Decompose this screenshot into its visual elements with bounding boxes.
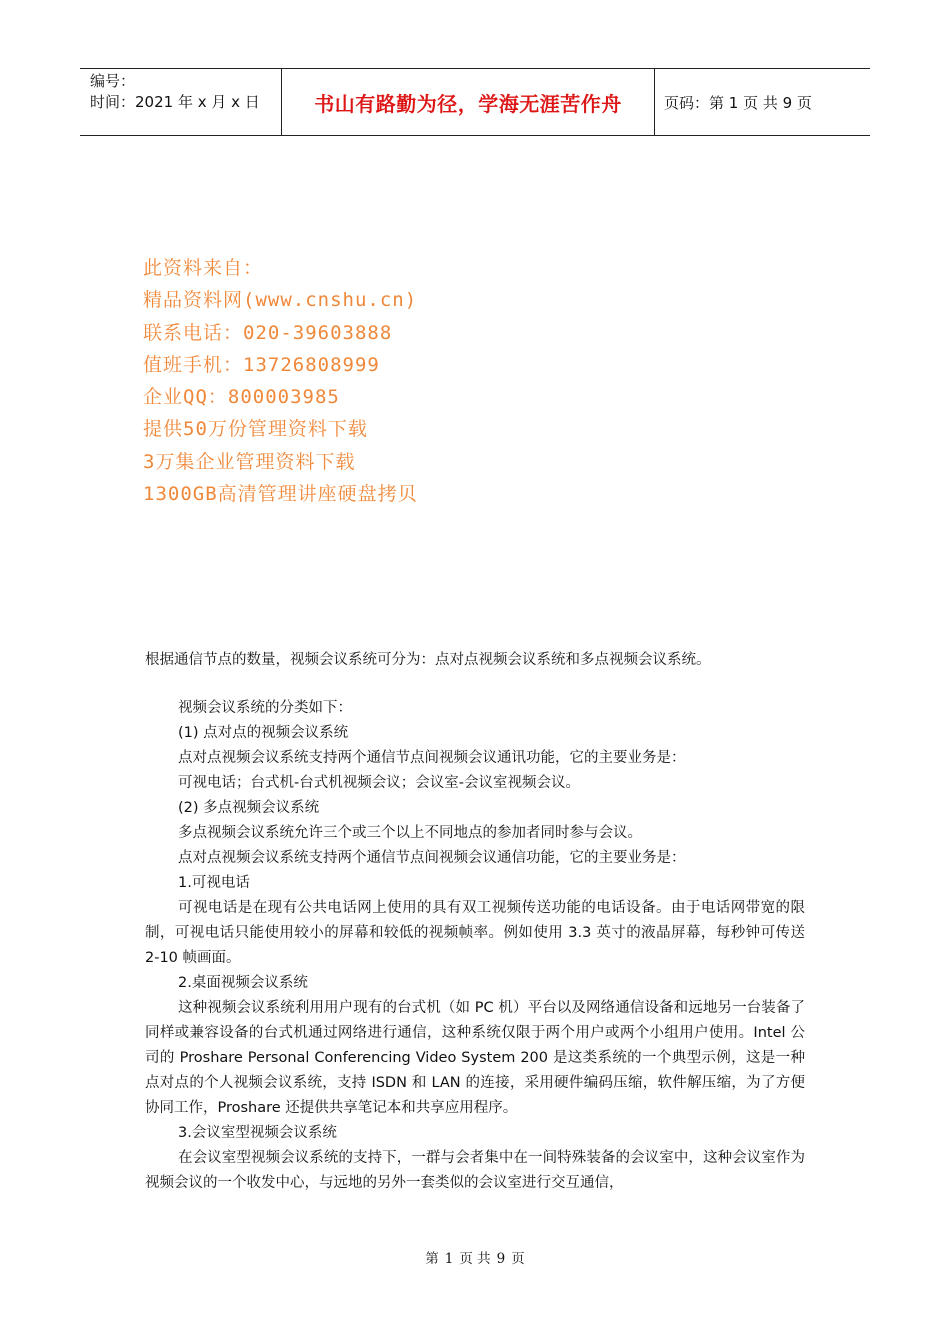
promo-line-website: 精品资料网(www.cnshu.cn) bbox=[143, 289, 418, 312]
header-motto: 书山有路勤为径，学海无涯苦作舟 bbox=[314, 91, 622, 116]
promo-block bbox=[143, 252, 418, 510]
section-heading: 2.桌面视频会议系统 bbox=[178, 975, 308, 991]
paragraph: 点对点视频会议系统支持两个通信节点间视频会议通信功能，它的主要业务是： bbox=[178, 850, 686, 866]
document-number-label: 编号： bbox=[90, 72, 136, 90]
section-heading: 1.可视电话 bbox=[178, 875, 250, 891]
promo-line-qq: 企业QQ：800003985 bbox=[143, 386, 340, 409]
promo-line-offer-2: 3万集企业管理资料下载 bbox=[143, 450, 356, 473]
footer-prefix: 第 bbox=[425, 1251, 439, 1267]
document-time-label: 时间：2021 年 x 月 x 日 bbox=[90, 93, 260, 111]
header-table bbox=[80, 68, 870, 136]
footer-page-total: 9 bbox=[496, 1251, 506, 1267]
document-body bbox=[145, 696, 805, 1196]
paragraph: 这种视频会议系统利用用户现有的台式机（如 PC 机）平台以及网络通信设备和远地另一台装备了同样或兼容设备的台式机通过网络进行通信，这种系统仅限于两个用户或两个小组用户使用。Intel 公司的 Proshare Personal Conferencing Video System 200 是这类系统的一个典型示例，这是一种点对点的个人视频会议系统，支持 ISDN 和 LAN 的连接，采用硬件编码压缩，软件解压缩，为了方便协同工作，Proshare 还提供共享笔记本和共享应用程序。 bbox=[145, 1000, 805, 1116]
paragraph: 点对点视频会议系统支持两个通信节点间视频会议通讯功能，它的主要业务是： bbox=[178, 750, 686, 766]
promo-line-offer-3: 1300GB高清管理讲座硬盘拷贝 bbox=[143, 483, 418, 506]
promo-line-source: 此资料来自： bbox=[143, 257, 264, 279]
header-meta-cell bbox=[80, 69, 282, 135]
footer-mid: 页 共 bbox=[459, 1251, 491, 1267]
header-page-cell bbox=[655, 69, 870, 135]
promo-line-offer-1: 提供50万份管理资料下载 bbox=[143, 418, 368, 441]
paragraph: 在会议室型视频会议系统的支持下，一群与会者集中在一间特殊装备的会议室中，这种会议室作为视频会议的一个收发中心，与远地的另外一套类似的会议室进行交互通信， bbox=[145, 1150, 805, 1191]
page-footer bbox=[0, 1247, 950, 1267]
paragraph: 视频会议系统的分类如下： bbox=[178, 700, 352, 716]
header-page-code: 页码：第 1 页 共 9 页 bbox=[664, 93, 812, 112]
promo-line-mobile: 值班手机：13726808999 bbox=[143, 353, 380, 376]
section-heading: (1) 点对点的视频会议系统 bbox=[178, 725, 349, 741]
section-heading: 3.会议室型视频会议系统 bbox=[178, 1125, 337, 1141]
header-motto-cell bbox=[282, 69, 655, 135]
promo-line-phone: 联系电话：020-39603888 bbox=[143, 321, 393, 344]
footer-page-number: 1 bbox=[444, 1251, 454, 1267]
paragraph: 多点视频会议系统允许三个或三个以上不同地点的参加者同时参与会议。 bbox=[178, 825, 642, 841]
intro-paragraph: 根据通信节点的数量，视频会议系统可分为：点对点视频会议系统和多点视频会议系统。 bbox=[145, 652, 711, 668]
paragraph: 可视电话是在现有公共电话网上使用的具有双工视频传送功能的电话设备。由于电话网带宽的限制，可视电话只能使用较小的屏幕和较低的视频帧率。例如使用 3.3 英寸的液晶屏幕，每秒钟可传送 2-10 帧画面。 bbox=[145, 900, 805, 966]
footer-suffix: 页 bbox=[511, 1251, 525, 1267]
section-heading: (2) 多点视频会议系统 bbox=[178, 800, 320, 816]
paragraph: 可视电话；台式机-台式机视频会议；会议室-会议室视频会议。 bbox=[178, 775, 580, 791]
